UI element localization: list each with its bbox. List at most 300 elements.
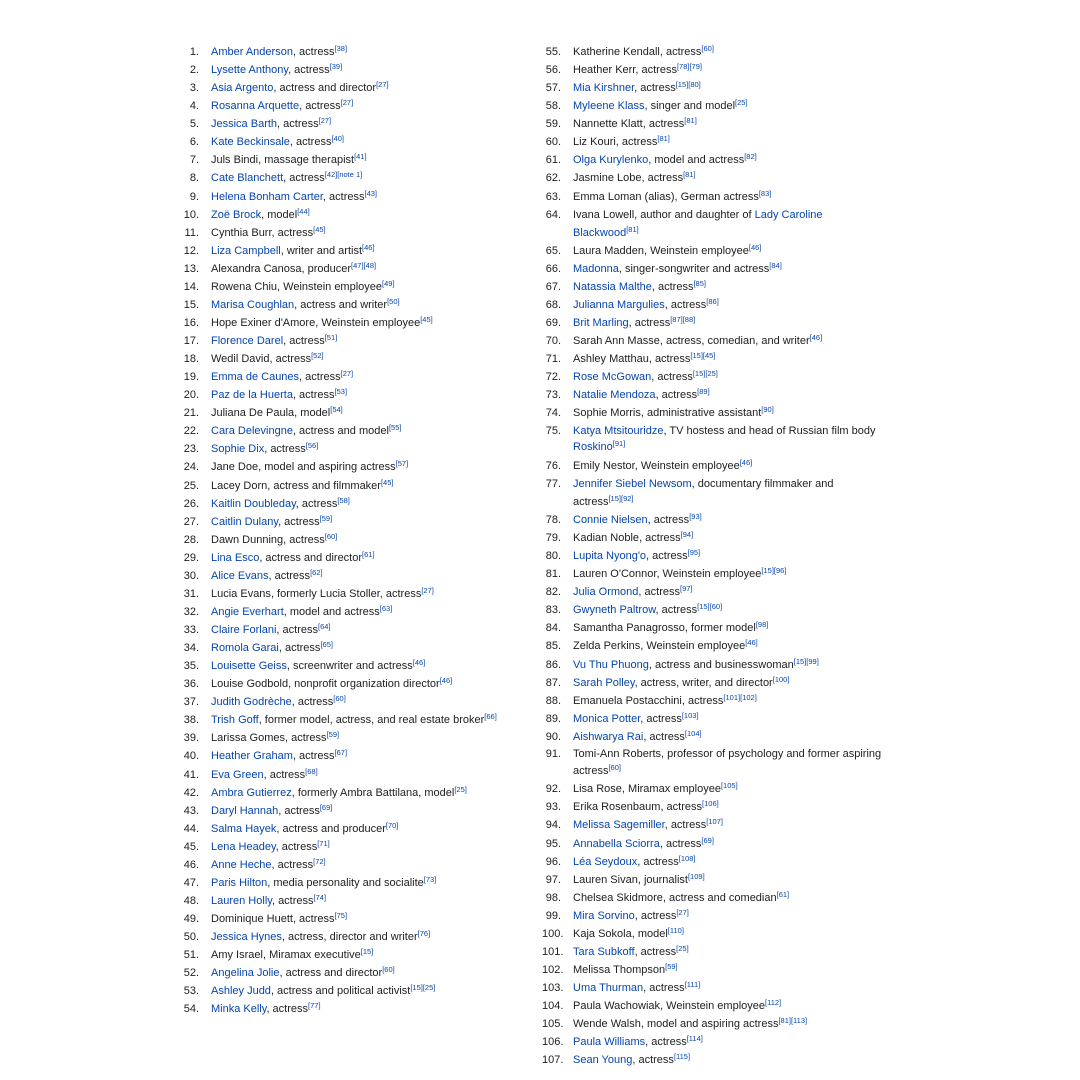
citation-ref[interactable]: [61]	[362, 549, 375, 559]
person-link[interactable]: Marisa Coughlan	[211, 298, 295, 311]
person-name: Kadian Noble	[573, 532, 640, 545]
list-item	[180, 567, 520, 585]
person-link[interactable]: Angie Everhart	[211, 605, 284, 618]
citation-ref[interactable]: [60]	[324, 531, 338, 541]
citation-ref[interactable]: [81]	[683, 170, 696, 180]
citation-ref[interactable]: [81]	[657, 134, 670, 144]
citation-ref[interactable]: [46]	[748, 242, 762, 252]
citation-ref[interactable]: [15]	[793, 656, 807, 666]
citation-ref[interactable]: [42]	[324, 170, 338, 180]
citation-ref[interactable]: [48]	[363, 260, 377, 270]
citation-ref[interactable]: [104]	[684, 728, 702, 738]
citation-ref[interactable]: [47]	[351, 260, 364, 270]
citation-ref[interactable]: [94]	[680, 530, 694, 540]
citation-ref[interactable]: [103]	[681, 710, 699, 720]
citation-ref[interactable]: [60]	[382, 965, 395, 975]
person-link[interactable]: Claire Forlani	[211, 624, 277, 636]
person-link[interactable]: Salma Hayek	[211, 822, 277, 835]
citation-ref[interactable]: [50]	[387, 296, 400, 306]
person-link[interactable]: Florence Darel	[211, 335, 284, 347]
citation-ref[interactable]: [15]	[697, 602, 710, 612]
person-link[interactable]: Romola Garai	[211, 642, 279, 655]
citation-ref[interactable]: [25]	[705, 369, 718, 379]
list-item	[542, 206, 882, 242]
list-item	[180, 513, 520, 531]
list-item	[180, 639, 520, 657]
person-link[interactable]: Melissa Sagemiller	[573, 819, 665, 832]
person-link[interactable]: Rose McGowan	[573, 371, 652, 384]
person-description: , actress and political activist	[270, 985, 411, 998]
person-link[interactable]: Jessica Barth	[211, 118, 278, 131]
citation-ref[interactable]: [101]	[723, 692, 741, 702]
person-name: Ashley Matthau	[573, 353, 649, 366]
item-number: 106.	[542, 1036, 564, 1049]
person-link[interactable]: Julia Ormond	[573, 586, 639, 599]
person-link[interactable]: Paz de la Huerta	[211, 389, 293, 402]
person-link[interactable]: Vu Thu Phuong	[573, 658, 649, 671]
citation-ref[interactable]: [15]	[675, 80, 689, 90]
citation-ref[interactable]: [46]	[362, 242, 375, 252]
person-link[interactable]: Kaitlin Doubleday	[211, 497, 296, 510]
list-item	[180, 711, 520, 729]
person-link[interactable]: Ambra Gutierrez	[211, 786, 292, 799]
citation-ref[interactable]: [52]	[311, 351, 324, 361]
person-description: , singer-songwriter and actress	[618, 262, 770, 275]
citation-ref[interactable]: [46]	[439, 676, 453, 686]
description-link[interactable]: Lady Caroline Blackwood	[573, 208, 823, 239]
citation-ref[interactable]: [63]	[379, 603, 393, 613]
citation-ref[interactable]: [58]	[337, 495, 350, 505]
citation-ref[interactable]: [75]	[334, 911, 348, 920]
citation-ref[interactable]: [81]	[684, 116, 697, 126]
person-link[interactable]: Tara Subkoff	[573, 945, 635, 958]
list-item	[180, 964, 520, 982]
citation-ref[interactable]: [70]	[385, 820, 399, 830]
citation-ref[interactable]: [86]	[706, 296, 719, 306]
person-name: Juls Bindi	[211, 154, 259, 167]
person-link[interactable]: Kate Beckinsale	[211, 136, 290, 149]
item-number: 31.	[183, 587, 199, 600]
item-number: 35.	[183, 660, 199, 673]
person-link[interactable]: Mira Sorvino	[573, 909, 635, 922]
person-description: , screenwriter and actress	[286, 660, 413, 673]
citation-ref[interactable]: [note 1]	[337, 170, 363, 180]
person-link[interactable]: Paris Hilton	[211, 876, 268, 889]
person-description: , actress	[269, 353, 312, 366]
person-link[interactable]: Emma de Caunes	[211, 371, 300, 384]
citation-ref[interactable]: [55]	[388, 423, 402, 433]
citation-ref[interactable]: [89]	[697, 387, 710, 397]
citation-ref[interactable]: [59]	[319, 513, 333, 523]
citation-ref[interactable]: [84]	[769, 260, 782, 270]
citation-ref[interactable]: [15]	[360, 947, 374, 957]
person-link[interactable]: Gwyneth Paltrow	[573, 604, 656, 617]
person-link[interactable]: Madonna	[573, 262, 619, 275]
citation-ref[interactable]: [93]	[689, 512, 702, 521]
person-description: , actress	[277, 118, 319, 131]
item-number: 81.	[545, 568, 561, 581]
item-number: 42.	[183, 786, 199, 799]
citation-ref[interactable]: [27]	[340, 98, 354, 108]
list-columns	[0, 43, 1080, 1067]
person-description: , actress and producer	[276, 822, 386, 835]
item-number: 52.	[183, 967, 199, 980]
citation-ref[interactable]: [78]	[676, 62, 690, 72]
person-description: , actress	[615, 136, 658, 149]
person-link[interactable]: Anne Heche	[211, 858, 272, 871]
citation-ref[interactable]: [27]	[318, 116, 332, 126]
item-number: 77.	[545, 477, 561, 490]
list-item	[180, 332, 520, 350]
citation-ref[interactable]: [65]	[320, 640, 333, 650]
person-name: Dawn Dunning	[211, 533, 284, 546]
citation-ref[interactable]: [96]	[773, 566, 787, 576]
person-link[interactable]: Asia Argento	[211, 82, 274, 95]
list-item	[542, 979, 882, 997]
citation-ref[interactable]: [62]	[310, 567, 323, 577]
person-link[interactable]: Heather Graham	[211, 750, 293, 763]
person-name: Jasmine Lobe	[573, 172, 642, 185]
list-right-column	[542, 43, 882, 1069]
citation-ref[interactable]: [77]	[308, 1001, 321, 1011]
person-description: , actress	[292, 389, 335, 402]
person-link[interactable]: Lina Esco	[211, 551, 260, 564]
person-link[interactable]: Lauren Holly	[211, 894, 272, 907]
person-description: , author and daughter of	[634, 208, 755, 221]
citation-ref[interactable]: [59]	[665, 961, 678, 971]
list-item	[542, 278, 882, 296]
item-number: 62.	[545, 172, 561, 185]
person-description: , actress	[643, 982, 685, 994]
citation-ref[interactable]: [81]	[626, 224, 639, 234]
citation-ref[interactable]: [45]	[420, 314, 433, 324]
citation-ref[interactable]: [114]	[686, 1034, 703, 1044]
list-item	[180, 784, 520, 802]
person-description: , actress	[289, 136, 332, 149]
list-item	[542, 511, 882, 529]
person-description: , actress	[291, 696, 334, 709]
citation-ref[interactable]: [97]	[680, 584, 693, 594]
list-item	[180, 549, 520, 567]
person-link[interactable]: Rosanna Arquette	[211, 100, 300, 113]
person-description: , actress	[635, 64, 677, 77]
item-number: 85.	[545, 640, 561, 653]
citation-ref[interactable]: [79]	[689, 62, 702, 72]
citation-ref[interactable]: [60]	[709, 602, 723, 612]
list-item	[180, 61, 520, 79]
item-number: 20.	[183, 389, 199, 402]
person-description: , actress	[322, 190, 365, 203]
citation-ref[interactable]: [112]	[765, 998, 782, 1008]
citation-ref[interactable]: [46]	[745, 638, 758, 648]
list-item	[542, 871, 882, 889]
person-link[interactable]: Natalie Mendoza	[573, 389, 656, 402]
citation-ref[interactable]: [71]	[317, 838, 330, 848]
citation-ref[interactable]: [99]	[806, 656, 819, 666]
person-link[interactable]: Sarah Polley	[573, 676, 635, 689]
item-number: 47.	[183, 876, 199, 889]
person-description: , actress	[651, 280, 694, 293]
list-item	[180, 151, 520, 169]
citation-ref[interactable]: [53]	[334, 387, 348, 397]
citation-ref[interactable]: [46]	[809, 333, 823, 342]
person-link[interactable]: Aishwarya Rai	[573, 730, 644, 743]
citation-ref[interactable]: [45]	[702, 351, 716, 361]
list-item	[180, 729, 520, 747]
citation-ref[interactable]: [85]	[693, 278, 706, 288]
person-description: , professor of psychology and former aspiring actress	[573, 748, 882, 777]
list-item	[542, 798, 882, 816]
citation-ref[interactable]: [66]	[484, 712, 497, 722]
citation-ref[interactable]: [27]	[421, 585, 434, 595]
citation-ref[interactable]: [72]	[313, 856, 326, 866]
person-link[interactable]: Sean Young	[573, 1054, 633, 1067]
person-link[interactable]: Daryl Hannah	[211, 804, 279, 817]
item-number: 55.	[545, 46, 561, 58]
person-link[interactable]: Mia Kirshner	[573, 82, 635, 95]
citation-ref[interactable]: [49]	[382, 278, 395, 288]
citation-ref[interactable]: [27]	[376, 80, 389, 90]
list-item	[542, 816, 882, 834]
list-item	[180, 675, 520, 693]
list-item	[180, 693, 520, 711]
citation-ref[interactable]: [100]	[772, 674, 790, 684]
citation-ref[interactable]: [38]	[334, 44, 348, 53]
person-link[interactable]: Connie Nielsen	[573, 514, 648, 526]
item-number: 43.	[183, 804, 199, 817]
citation-ref[interactable]: [44]	[297, 206, 310, 216]
person-link[interactable]: Lupita Nyong'o	[573, 550, 647, 563]
person-link[interactable]: Olga Kurylenko	[573, 154, 649, 167]
person-description: , actress	[634, 909, 677, 922]
person-link[interactable]: Alice Evans	[211, 569, 269, 582]
citation-ref[interactable]: [113]	[790, 1016, 808, 1026]
person-link[interactable]: Caitlin Dulany	[211, 515, 279, 528]
citation-ref[interactable]: [88]	[682, 314, 696, 324]
person-link[interactable]: Zoë Brock	[211, 208, 262, 221]
citation-ref[interactable]: [46]	[412, 658, 426, 668]
person-description: , actress	[278, 642, 321, 655]
person-link[interactable]: Julianna Margulies	[573, 298, 665, 311]
citation-ref[interactable]: [81]	[778, 1016, 791, 1026]
person-description: , actress	[275, 840, 318, 853]
person-description: , model and actress	[283, 605, 380, 618]
person-link[interactable]: Sophie Dix	[211, 443, 265, 456]
list-item	[542, 961, 882, 979]
citation-ref[interactable]: [25]	[735, 98, 748, 108]
person-description: , Weinstein employee	[277, 280, 383, 293]
person-link[interactable]: Cara Delevingne	[211, 425, 293, 438]
person-description: , actress	[266, 1003, 309, 1016]
item-number: 93.	[545, 801, 561, 814]
person-description: , actress	[659, 46, 702, 58]
list-item	[180, 802, 520, 820]
citation-ref[interactable]: [45]	[313, 224, 326, 234]
citation-ref[interactable]: [82]	[744, 152, 757, 162]
person-link[interactable]: Liza Campbell	[211, 244, 281, 257]
citation-ref[interactable]: [106]	[702, 799, 719, 809]
item-number: 14.	[183, 280, 199, 293]
citation-ref[interactable]: [43]	[364, 188, 377, 198]
person-name: Sarah Ann Masse	[573, 335, 660, 347]
citation-ref[interactable]: [90]	[761, 405, 774, 415]
person-link[interactable]: Eva Green	[211, 768, 264, 781]
person-link[interactable]: Louisette Geiss	[211, 660, 287, 673]
item-number: 75.	[545, 424, 561, 437]
citation-ref[interactable]: [27]	[676, 907, 689, 917]
citation-ref[interactable]: [69]	[319, 802, 333, 812]
citation-ref[interactable]: [59]	[326, 730, 340, 740]
citation-ref[interactable]: [87]	[670, 314, 683, 324]
item-number: 46.	[183, 858, 199, 871]
item-number: 105.	[542, 1018, 564, 1031]
person-link[interactable]: Jessica Hynes	[211, 931, 282, 944]
citation-ref[interactable]: [74]	[313, 892, 327, 902]
list-item	[542, 79, 882, 97]
person-name: Ivana Lowell	[573, 208, 635, 221]
person-description: , formerly Ambra Battilana, model	[291, 786, 455, 799]
list-item	[542, 656, 882, 674]
citation-ref[interactable]: [102]	[740, 692, 757, 702]
citation-ref[interactable]: [64]	[318, 622, 331, 631]
list-item	[542, 780, 882, 798]
person-name: Emma Loman (alias)	[573, 190, 675, 203]
item-number: 48.	[183, 894, 199, 907]
citation-ref[interactable]: [115]	[673, 1052, 691, 1062]
person-name: Katherine Kendall	[573, 46, 660, 58]
list-item	[180, 766, 520, 784]
citation-ref[interactable]: [105]	[720, 781, 738, 791]
citation-ref[interactable]: [111]	[684, 980, 701, 989]
person-description: , actress	[292, 46, 335, 58]
citation-ref[interactable]: [46]	[739, 457, 753, 467]
list-item	[180, 350, 520, 368]
citation-ref[interactable]: [41]	[354, 152, 367, 162]
list-item	[542, 169, 882, 187]
person-link[interactable]: Uma Thurman	[573, 982, 644, 994]
person-link[interactable]: Minka Kelly	[211, 1003, 267, 1016]
citation-ref[interactable]: [91]	[612, 439, 626, 449]
citation-ref[interactable]: [95]	[687, 548, 701, 558]
citation-ref[interactable]: [60]	[701, 44, 714, 53]
list-item	[542, 260, 882, 278]
person-description: , actress	[276, 624, 318, 636]
citation-ref[interactable]: [54]	[330, 405, 343, 415]
person-link[interactable]: Myleene Klass	[573, 100, 645, 113]
person-description: , actress, director and writer	[281, 931, 418, 944]
citation-ref[interactable]: [51]	[324, 333, 338, 342]
citation-ref[interactable]: [98]	[755, 620, 769, 630]
citation-ref[interactable]: [15]	[690, 351, 703, 361]
citation-ref[interactable]: [15]	[761, 566, 774, 576]
person-description: , singer and model	[644, 100, 736, 113]
citation-ref[interactable]: [57]	[395, 459, 409, 469]
person-description: , actress	[263, 768, 306, 781]
item-number: 101.	[542, 945, 564, 958]
citation-ref[interactable]: [60]	[608, 762, 621, 772]
citation-ref[interactable]: [108]	[678, 853, 696, 863]
person-link[interactable]: Trish Goff	[211, 714, 259, 727]
person-name: Liz Kouri	[573, 136, 616, 149]
person-link[interactable]: Monica Potter	[573, 712, 641, 725]
person-link[interactable]: Angelina Jolie	[211, 967, 280, 980]
citation-ref[interactable]: [73]	[423, 874, 437, 884]
person-name: Juliana De Paula	[211, 407, 295, 420]
citation-ref[interactable]: [45]	[380, 477, 394, 487]
person-link[interactable]: Annabella Sciorra	[573, 837, 660, 850]
citation-ref[interactable]: [80]	[688, 80, 701, 90]
citation-ref[interactable]: [39]	[329, 62, 343, 72]
person-link[interactable]: Katya Mtsitouridze	[573, 424, 664, 437]
item-number: 38.	[183, 714, 199, 727]
person-description: , model and actress	[648, 154, 745, 167]
person-link[interactable]: Cate Blanchett	[211, 172, 284, 185]
citation-ref[interactable]: [68]	[305, 766, 318, 776]
person-link[interactable]: Natassia Malthe	[573, 280, 652, 293]
person-link[interactable]: Paula Williams	[573, 1036, 646, 1049]
person-description: , actress	[632, 1054, 674, 1067]
description-link[interactable]: Roskino	[573, 441, 613, 454]
citation-ref[interactable]: [61]	[776, 889, 790, 899]
person-description: , actress	[284, 732, 327, 745]
citation-ref[interactable]: [109]	[687, 871, 705, 881]
person-link[interactable]: Jennifer Siebel Newsom	[573, 477, 692, 490]
citation-ref[interactable]: [92]	[620, 493, 634, 503]
list-item	[542, 475, 882, 511]
citation-ref[interactable]: [60]	[333, 694, 346, 704]
person-description: , actress	[664, 298, 707, 311]
citation-ref[interactable]: [76]	[417, 929, 431, 939]
list-item	[542, 1033, 882, 1051]
person-description: , model and aspiring actress	[258, 461, 396, 474]
citation-ref[interactable]: [27]	[340, 369, 354, 379]
person-description: , journalist	[637, 873, 688, 886]
person-link[interactable]: Lena Headey	[211, 840, 276, 853]
citation-ref[interactable]: [25]	[676, 943, 689, 953]
item-number: 61.	[545, 154, 561, 167]
person-description: , actress	[271, 894, 314, 907]
citation-ref[interactable]: [25]	[454, 784, 467, 794]
citation-ref[interactable]: [107]	[706, 817, 723, 827]
item-number: 28.	[183, 533, 199, 546]
person-link[interactable]: Lysette Anthony	[211, 64, 289, 77]
citation-ref[interactable]: [69]	[701, 835, 714, 845]
citation-ref[interactable]: [83]	[758, 188, 772, 198]
person-link[interactable]: Léa Seydoux	[573, 855, 638, 868]
citation-ref[interactable]: [25]	[422, 983, 436, 993]
list-item	[180, 458, 520, 476]
citation-ref[interactable]: [15]	[608, 493, 621, 503]
list-left-column	[180, 43, 520, 1018]
person-link[interactable]: Amber Anderson	[211, 46, 293, 58]
list-item	[180, 603, 520, 621]
item-number: 60.	[545, 136, 561, 149]
citation-ref[interactable]: [110]	[667, 925, 684, 935]
person-name: Lucia Evans	[211, 587, 271, 600]
item-number: 96.	[545, 855, 561, 868]
list-item	[180, 946, 520, 964]
person-link[interactable]: Helena Bonham Carter	[211, 190, 323, 203]
person-description: , actress	[292, 913, 335, 925]
person-link[interactable]: Ashley Judd	[211, 985, 271, 998]
citation-ref[interactable]: [56]	[305, 441, 319, 451]
person-link[interactable]: Judith Godrèche	[211, 696, 292, 709]
person-link[interactable]: Brit Marling	[573, 316, 629, 329]
citation-ref[interactable]: [40]	[331, 134, 344, 144]
citation-ref[interactable]: [67]	[334, 748, 348, 758]
citation-ref[interactable]: [15]	[692, 369, 706, 379]
citation-ref[interactable]: [15]	[410, 983, 423, 993]
